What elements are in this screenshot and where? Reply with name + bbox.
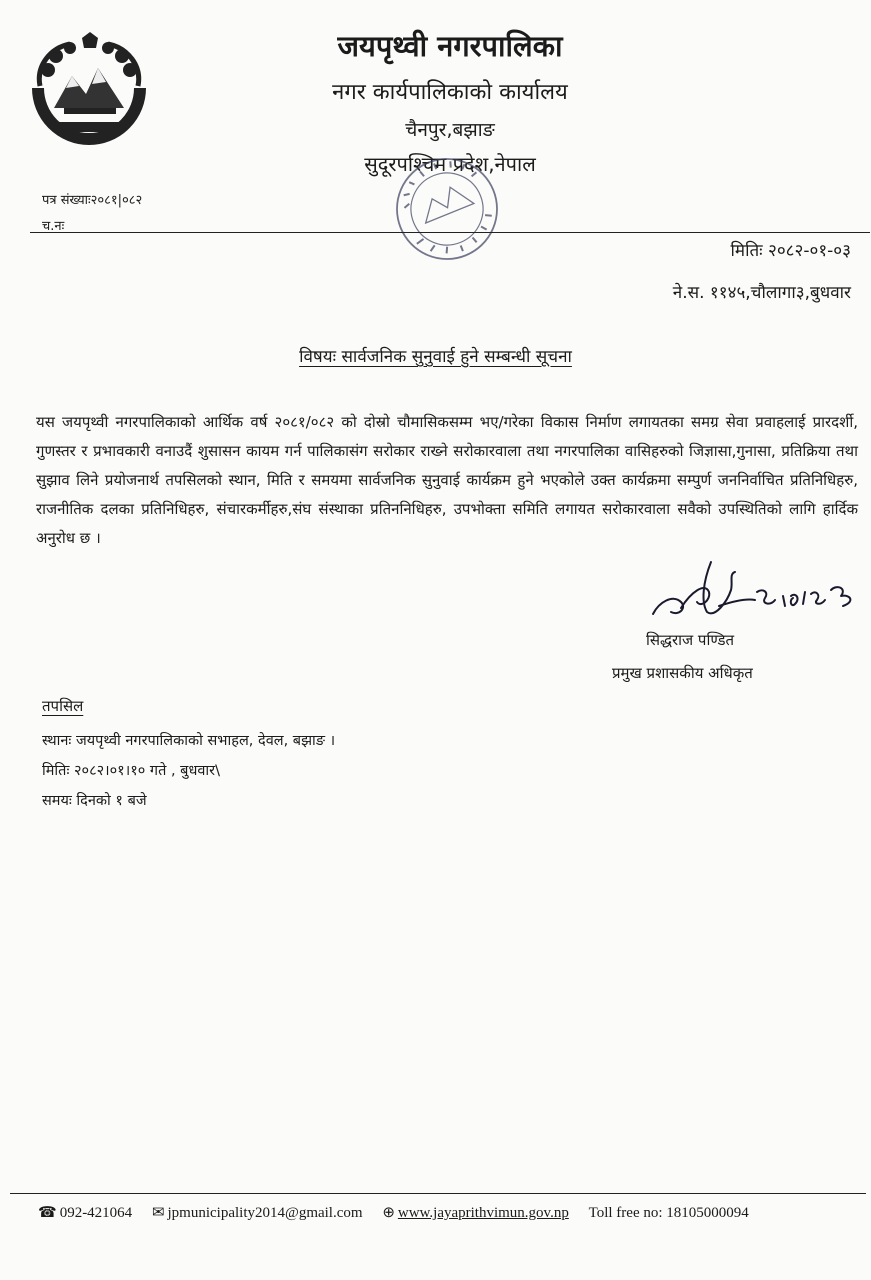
letter-date: मितिः २०८२-०१-०३ bbox=[730, 241, 851, 261]
footer-tollfree: Toll free no: 18105000094 bbox=[588, 1205, 749, 1221]
details-date: मितिः २०८२।०१।१० गते , बुधवार\ bbox=[42, 763, 220, 779]
office-name: नगर कार्यपालिकाको कार्यालय bbox=[332, 80, 568, 105]
footer-phone bbox=[38, 1203, 132, 1222]
mail-icon: ✉ bbox=[151, 1205, 165, 1221]
subject-text: विषयः सार्वजनिक सुनुवाई हुने सम्बन्धी सूचना bbox=[299, 347, 572, 367]
notice-body: यस जयपृथ्वी नगरपालिकाको आर्थिक वर्ष २०८१/०८२ को दोस्रो चौमासिकसम्म भए/गरेका विकास निर्माण लगायतका समग्र सेवा प्रवाहलाई प्रारदर्शी, गुणस्तर र प्रभावकारी वनाउदैं शुसासन कायम गर्न पालिकासंग सरोकार राख्ने सरोकारवाला तथा नगरपालिका वासिहरुको जिज्ञासा,गुनासा, प्रतिक्रिया तथा सुझाव लिने प्रयोजनार्थ तपसिलको स्थान, मिति र समयमा सार्वजनिक सुनुवाई कार्यक्रम हुने भएकोले उक्त कार्यक्रमा सम्पुर्ण जननिर्वाचित प्रतिनिधिहरु, राजनीतिक दलका प्रतिनिधिहरु, संचारकर्मीहरु,संघ संस्थाका प्रतिननिधिहरु, उपभोक्ता समिति लगायत सरोकारवाला सवैको उपस्थितिको लागि हार्दिक अनुरोध छ । bbox=[36, 413, 858, 547]
header-divider bbox=[30, 232, 870, 233]
letter-number: पत्र संख्याः२०८१|०८२ bbox=[42, 193, 143, 208]
details-time: समयः दिनको १ बजे bbox=[42, 793, 147, 809]
footer-email[interactable] bbox=[152, 1203, 363, 1222]
globe-icon: ⊕ bbox=[382, 1205, 395, 1221]
dispatch-number: च.नः bbox=[42, 219, 65, 234]
municipality-emblem bbox=[24, 30, 154, 146]
org-name: जयपृथ्वी नगरपालिका bbox=[337, 29, 563, 63]
website-link[interactable]: www.jayaprithvimun.gov.np bbox=[397, 1205, 569, 1221]
nepal-sambat-date: ने.स. ११४५,चौलागा३,बुधवार bbox=[672, 283, 851, 303]
office-stamp bbox=[382, 150, 512, 268]
details-heading: तपसिल bbox=[42, 697, 84, 715]
footer-website[interactable] bbox=[382, 1203, 569, 1222]
signatory-name: सिद्धराज पण्डित bbox=[646, 631, 735, 649]
office-address: चैनपुर,बझाङ bbox=[405, 119, 495, 141]
phone-icon: ☎ bbox=[38, 1205, 57, 1221]
email-address[interactable]: jpmunicipality2014@gmail.com bbox=[167, 1205, 363, 1221]
subject-line bbox=[0, 344, 871, 367]
footer-divider bbox=[10, 1193, 866, 1194]
details-place: स्थानः जयपृथ्वी नगरपालिकाको सभाहल, देवल, बझाङ । bbox=[42, 733, 336, 749]
footer bbox=[38, 1203, 765, 1222]
handwritten-signature bbox=[645, 552, 871, 632]
signatory-title: प्रमुख प्रशासकीय अधिकृत bbox=[612, 664, 753, 682]
phone-number: 092-421064 bbox=[59, 1205, 133, 1221]
province-line: सुदूरपश्चिम प्रदेश,नेपाल bbox=[364, 152, 536, 176]
